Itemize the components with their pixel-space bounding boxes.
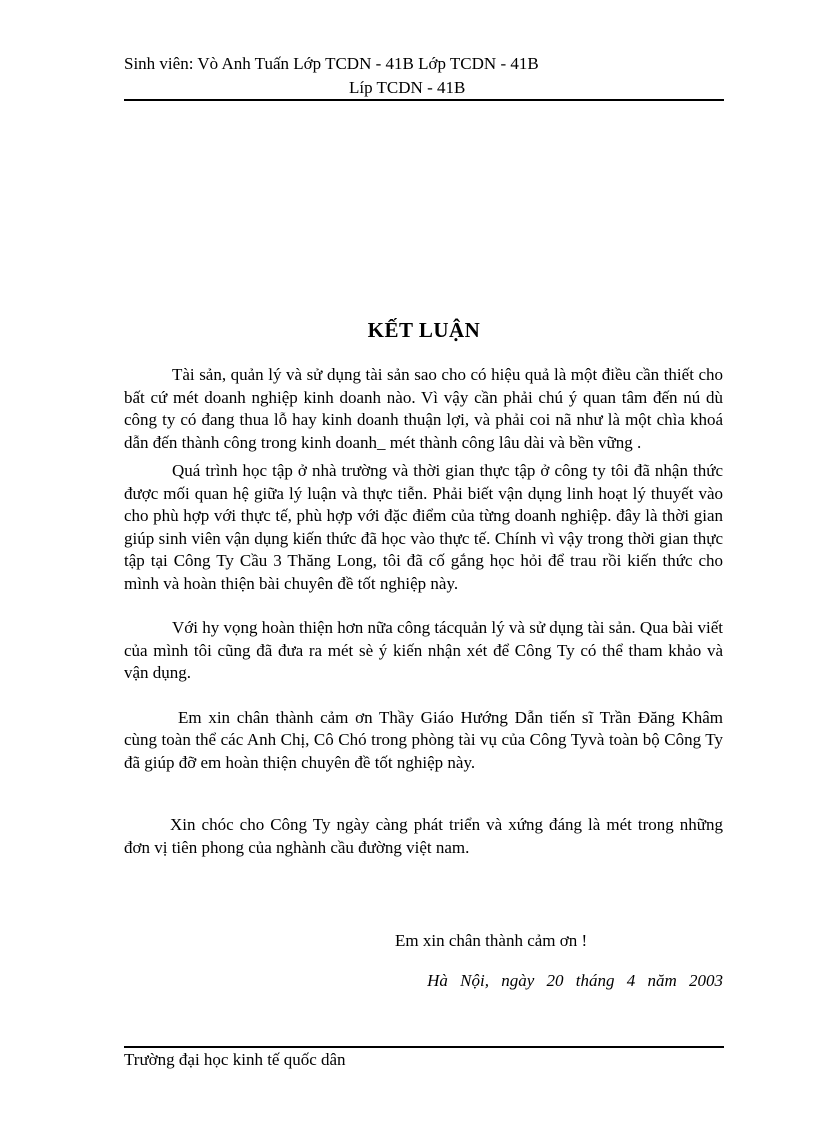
page-title: KẾT LUẬN <box>367 318 481 342</box>
paragraph-5: Xin chóc cho Công Ty ngày càng phát triển và xứng đáng là mét trong những đơn vị tiên phong của nghành cầu đường việt nam. <box>124 815 723 857</box>
header-student-line: Sinh viên: Vò Anh Tuấn Lớp TCDN - 41B Lớp TCDN - 41B <box>124 54 539 73</box>
closing-thanks: Em xin chân thành cảm ơn ! <box>395 931 588 950</box>
footer-rule <box>124 1046 724 1048</box>
paragraph-4: Em xin chân thành cảm ơn Thầy Giáo Hướng Dẫn tiến sĩ Trần Đăng Khâm cùng toàn thể các Anh Chị, Cô Chó trong phòng tài vụ của Công Tyvà toàn bộ Công Ty đã giúp đỡ em hoàn thiện chuyên đề tốt nghiệp này. <box>124 707 723 772</box>
page-header <box>124 52 724 100</box>
document-body <box>124 364 723 859</box>
place-date-line: Hà Nội, ngày 20 tháng 4 năm 2003 <box>427 971 723 990</box>
header-class-line: Líp TCDN - 41B <box>349 78 466 97</box>
paragraph-3: Với hy vọng hoàn thiện hơn nữa công tácquản lý và sử dụng tài sản. Qua bài viết của mình tôi cũng đã đưa ra mét sè ý kiến nhận xét để Công Ty có thể tham khảo và vận dụng. <box>124 618 724 682</box>
header-rule <box>124 99 724 101</box>
paragraph-1: Tài sản, quản lý và sử dụng tài sản sao cho có hiệu quả là một điều cần thiết cho bất cứ mét doanh nghiệp kinh doanh nào. Vì vậy cần phải chú ý quan tâm đến nú dù công ty có đang thua lỗ hay kinh doanh thuận lợi, và phải coi nã như là một chìa khoá dẫn đến thành công trong kinh doanh_ mét thành công lâu dài và bền vững . <box>124 365 723 452</box>
page-footer: Trường đại học kinh tế quốc dân <box>124 1050 346 1069</box>
paragraph-2: Quá trình học tập ở nhà trường và thời gian thực tập ở công ty tôi đã nhận thức được mối quan hệ giữa lý luận và thực tiễn. Phải biết vận dụng linh hoạt lý thuyết vào cho phù hợp với thực tế, phù hợp với đặc điểm của từng doanh nghiệp. đây là thời gian giúp sinh viên vận dụng kiến thức đã học vào thực tế. Chính vì vậy trong thời gian thực tập tại Công Ty Cầu 3 Thăng Long, tôi đã cố gắng học hỏi để trau rồi kiến thức cho mình và hoàn thiện bài chuyên đề tốt nghiệp này. <box>124 461 723 593</box>
